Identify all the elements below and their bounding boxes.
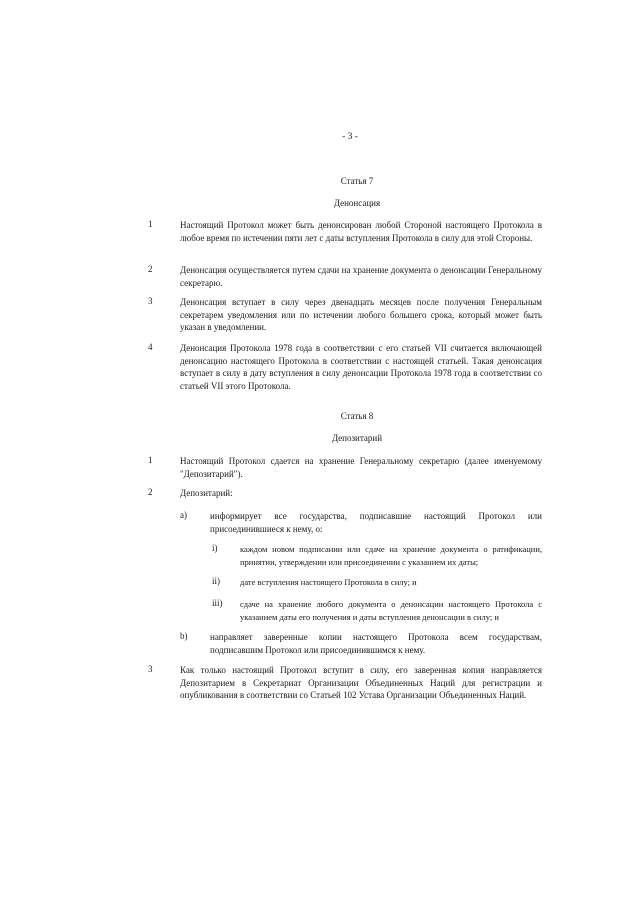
article-7-paragraph-number: 1 [148, 219, 153, 229]
article-7-subtitle: Денонсация [333, 198, 381, 208]
article-7-paragraph-text: Денонсация Протокола 1978 года в соответствии с его статьей VII считается включающей денонсацию настоящего Протокола в соответствии с настоящей статьей. Такая денонсация вступает в силу в дату вступления в силу денонсации Протокола 1978 года в соответствии со статьей VII этого Протокола. [180, 343, 542, 391]
list-item-text: каждом новом подписании или сдаче на хранение документа о ратификации, принятии, утверждении или присоединении с указанием их даты; [240, 544, 542, 567]
article-7-paragraph-text: Настоящий Протокол может быть денонсирован любой Стороной настоящего Протокола в любое время по истечении пяти лет с даты вступления Протокола в силу для этой Стороны. [180, 220, 542, 243]
list-item-label: i) [212, 543, 218, 553]
subparagraph-text: направляет заверенные копии настоящего Протокола всем государствам, подписавшим Протокол или присоединившимся к нему. [210, 632, 542, 655]
article-8-subtitle: Депозитарий [331, 433, 383, 443]
article-7-paragraph-number: 2 [148, 264, 153, 274]
subparagraph-text: информирует все государства, подписавшие настоящий Протокол или присоединившиеся к нему, о: [210, 511, 542, 534]
article-8-paragraph-number: 3 [148, 664, 153, 674]
article-7-title: Статья 7 [340, 176, 374, 186]
article-7-paragraph-text: Денонсация вступает в силу через двенадцать месяцев после получения Генеральным секретарем уведомления или по истечении любого большего срока, который может быть указан в уведомлении. [180, 297, 542, 332]
list-item-text: дате вступления настоящего Протокола в силу; и [240, 577, 417, 587]
article-7-paragraph-text: Денонсация осуществляется путем сдачи на хранение документа о денонсации Генеральному секретарю. [180, 265, 542, 288]
article-8-paragraph-number: 2 [148, 487, 153, 497]
article-8-paragraph-text: Настоящий Протокол сдается на хранение Генеральному секретарю (далее именуемому "Депозитарий"). [180, 456, 542, 479]
article-8-paragraph-number: 1 [148, 455, 153, 465]
article-7-paragraph-number: 4 [148, 342, 153, 352]
subparagraph-label: b) [180, 631, 188, 641]
article-8-paragraph-text: Депозитарий: [180, 488, 233, 498]
page-number: - 3 - [342, 132, 358, 142]
article-7-paragraph-number: 3 [148, 296, 153, 306]
subparagraph-label: a) [180, 510, 187, 520]
list-item-text: сдаче на хранение любого документа о денонсации настоящего Протокола с указанием даты его получения и даты вступления денонсации в силу; и [240, 599, 542, 622]
article-8-title: Статья 8 [340, 411, 374, 421]
article-8-paragraph-text: Как только настоящий Протокол вступит в силу, его заверенная копия направляется Депозитарием в Секретариат Организации Объединенных Наций для регистрации и опубликования в соответствии со Статьей 102 Устава Организации Объединенных Наций. [180, 665, 542, 700]
list-item-label: ii) [212, 576, 220, 586]
list-item-label: iii) [212, 598, 223, 608]
